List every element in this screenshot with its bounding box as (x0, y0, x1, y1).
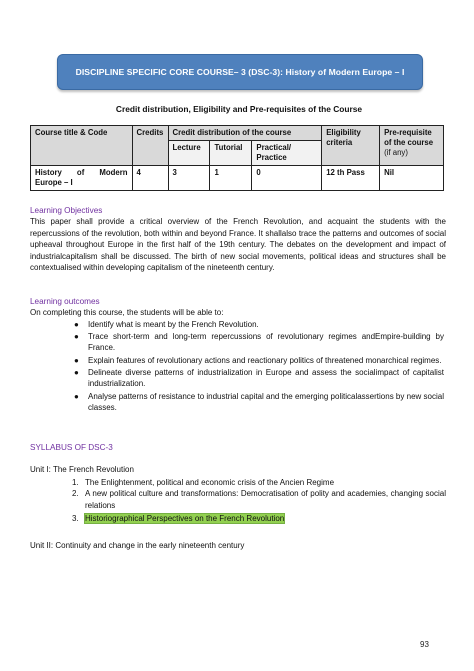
unit-2-title: Unit II: Continuity and change in the early nineteenth century (30, 541, 245, 550)
unit-1-section (30, 464, 446, 525)
unit-1-list (30, 477, 446, 525)
list-item (30, 331, 446, 354)
learning-outcomes-intro: On completing this course, the students will be able to: (30, 308, 224, 317)
list-item (30, 355, 446, 367)
list-item-text: Trace short-term and long-term repercussions of revolutionary regimes andEmpire-building by France. (88, 331, 444, 353)
header-credit-distribution: Credit distribution of the course (168, 126, 322, 141)
header-prerequisite-note: (if any) (384, 148, 408, 157)
bullet-icon: ● (74, 391, 79, 401)
item-number: 1. (72, 477, 79, 487)
cell-practical: 0 (252, 166, 322, 191)
cell-prerequisite: Nil (380, 166, 444, 191)
cell-tutorial: 1 (210, 166, 252, 191)
header-course-title: Course title & Code (31, 126, 133, 166)
course-title-banner (57, 54, 423, 90)
banner-title: DISCIPLINE SPECIFIC CORE COURSE– 3 (DSC-3): History of Modern Europe – I (75, 67, 405, 77)
syllabus-section (30, 442, 446, 453)
cell-lecture: 3 (168, 166, 210, 191)
list-item-text: Identify what is meant by the French Revolution. (88, 319, 259, 329)
list-item-text: A new political culture and transformations: Democratisation of polity and academies, changing social relations (85, 489, 446, 510)
bullet-icon: ● (74, 331, 79, 341)
bullet-icon: ● (74, 355, 79, 365)
learning-outcomes-section (30, 296, 446, 414)
learning-outcomes-list (30, 319, 446, 414)
highlighted-item-text: Historiographical Perspectives on the French Revolution (85, 514, 285, 524)
list-item-text: Analyse patterns of resistance to industrial capital and the emerging politicalassertions by new social classes. (88, 391, 444, 413)
page-number: 93 (420, 640, 429, 649)
header-tutorial: Tutorial (210, 141, 252, 166)
item-number: 2. (72, 489, 79, 499)
header-credits: Credits (132, 126, 168, 166)
bullet-icon: ● (74, 367, 79, 377)
list-item (30, 367, 446, 390)
list-item-text: Explain features of revolutionary actions and reactionary politics of threatened monarchical regimes. (88, 355, 442, 365)
table-header-row (31, 126, 444, 141)
list-item (30, 488, 446, 511)
list-item (30, 319, 446, 331)
learning-objectives-heading: Learning Objectives (30, 206, 103, 215)
header-eligibility: Eligibility criteria (322, 126, 380, 166)
learning-outcomes-heading: Learning outcomes (30, 297, 100, 306)
cell-eligibility: 12 th Pass (322, 166, 380, 191)
unit-2-section (30, 540, 446, 552)
header-prerequisite-label: Pre-requisite of the course (384, 128, 434, 147)
unit-1-title: Unit I: The French Revolution (30, 465, 134, 474)
table-row (31, 166, 444, 191)
learning-objectives-section (30, 205, 446, 274)
list-item-text: The Enlightenment, political and economic crisis of the Ancien Regime (85, 477, 335, 487)
header-prerequisite (380, 126, 444, 166)
credit-distribution-table (30, 125, 444, 191)
bullet-icon: ● (74, 319, 79, 329)
header-lecture: Lecture (168, 141, 210, 166)
cell-course-title: History of Modern Europe – I (31, 166, 133, 191)
item-number: 3. (72, 514, 79, 524)
learning-objectives-text: This paper shall provide a critical overview of the French Revolution, and acquaint the students with the repercussions of the revolution, both within and beyond France. It shallalso trace the patterns and outcomes of social upheaval throughout Europe in the first half of the 19th century. The debates on the development and impact of industrialcapitalism shall be discussed. The birth of new social movements, political ideas and structures shall be contextualised within developing capitalism of the nineteenth century. (30, 217, 446, 273)
list-item-text: Delineate diverse patterns of industrialization in Europe and assess the socialimpact of capitalist industrialization. (88, 367, 444, 389)
list-item (30, 477, 446, 489)
syllabus-heading: SYLLABUS OF DSC-3 (30, 443, 113, 452)
header-practical: Practical/ Practice (252, 141, 322, 166)
list-item (30, 391, 446, 414)
list-item (30, 513, 446, 525)
cell-credits: 4 (132, 166, 168, 191)
credit-distribution-heading: Credit distribution, Eligibility and Pre-requisites of the Course (115, 104, 363, 114)
